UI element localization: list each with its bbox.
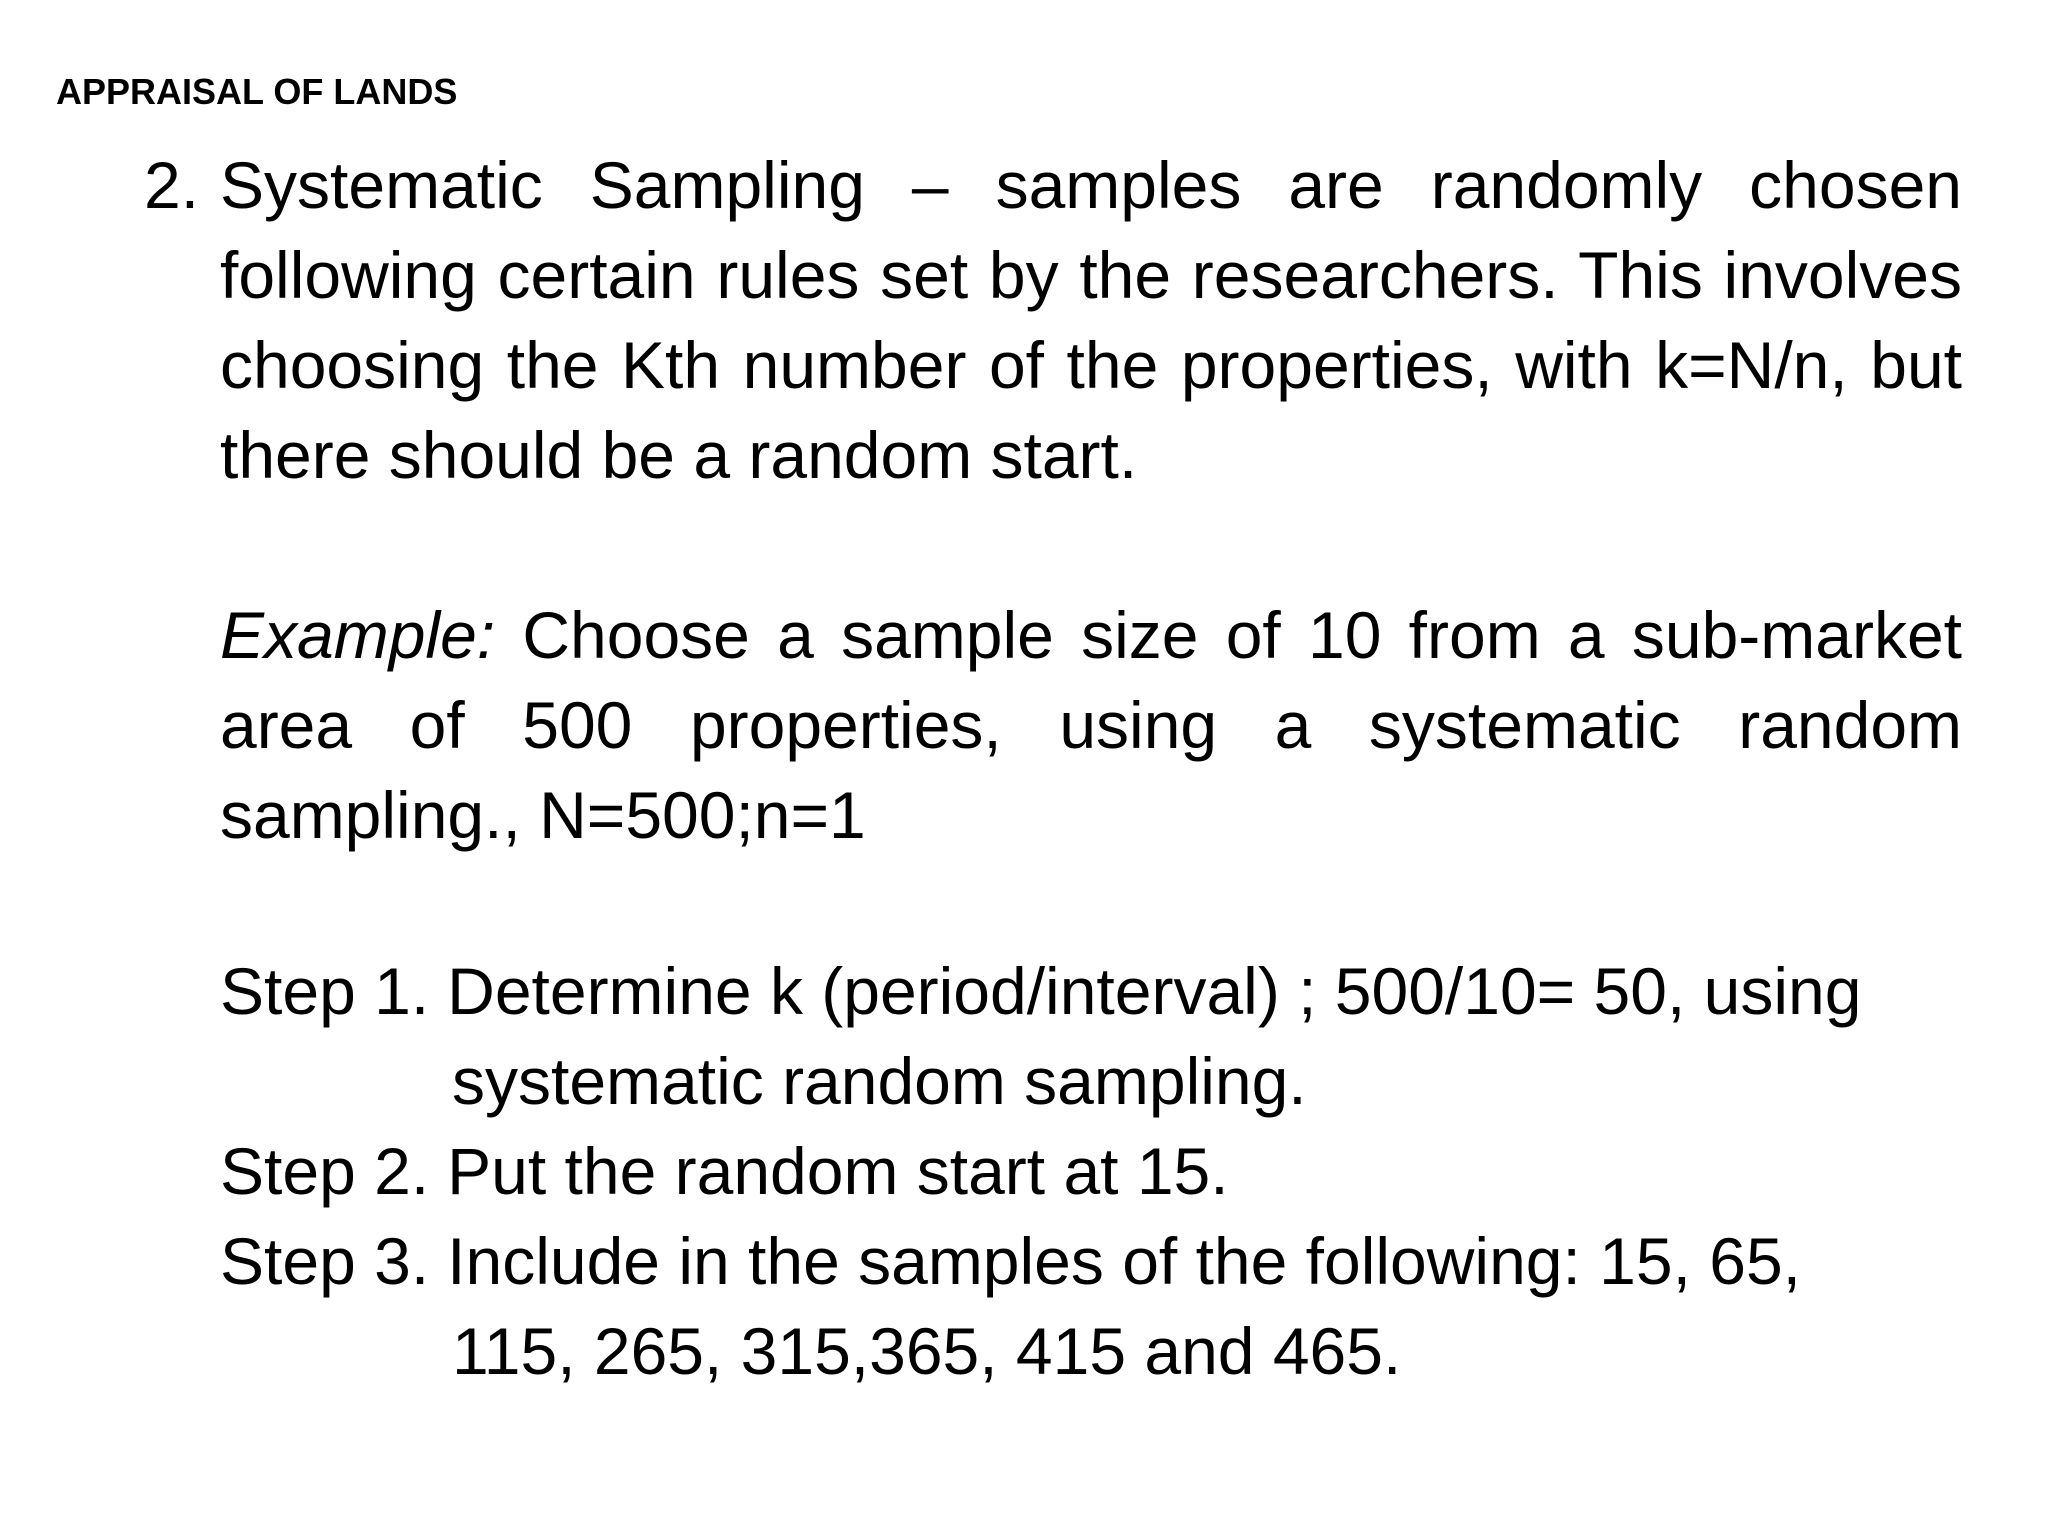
- list-item-text: Systematic Sampling – samples are randomly chosen following certain rules set by the researchers. This involves choosing the Kth number of the properties, with k=N/n, but there should be a random start.: [220, 148, 1962, 492]
- step-1: [220, 946, 1962, 1036]
- step-3-text: Include in the samples of the following: 15, 65,: [447, 1224, 1801, 1298]
- step-3: [220, 1216, 1962, 1306]
- example-text: Choose a sample size of 10 from a sub-market area of 500 properties, using a systematic random sampling., N=500;n=1: [220, 598, 1962, 852]
- steps-list: [220, 946, 1962, 1396]
- step-1-continuation: systematic random sampling.: [452, 1044, 1307, 1118]
- step-2-text: Put the random start at 15.: [447, 1134, 1229, 1208]
- step-2: [220, 1126, 1962, 1216]
- example-label: Example:: [220, 598, 496, 672]
- step-1-label: Step 1.: [220, 954, 430, 1028]
- list-item-systematic-sampling: [144, 140, 1962, 500]
- step-3-label: Step 3.: [220, 1224, 430, 1298]
- example-paragraph: [220, 590, 1962, 860]
- step-2-label: Step 2.: [220, 1134, 430, 1208]
- step-3-continuation: 115, 265, 315,365, 415 and 465.: [452, 1314, 1402, 1388]
- list-item-number: 2.: [144, 148, 200, 222]
- step-1-text: Determine k (period/interval) ; 500/10= 50, using: [447, 954, 1862, 1028]
- list-item-row: [144, 140, 1962, 500]
- slide-header: APPRAISAL OF LANDS: [56, 71, 458, 112]
